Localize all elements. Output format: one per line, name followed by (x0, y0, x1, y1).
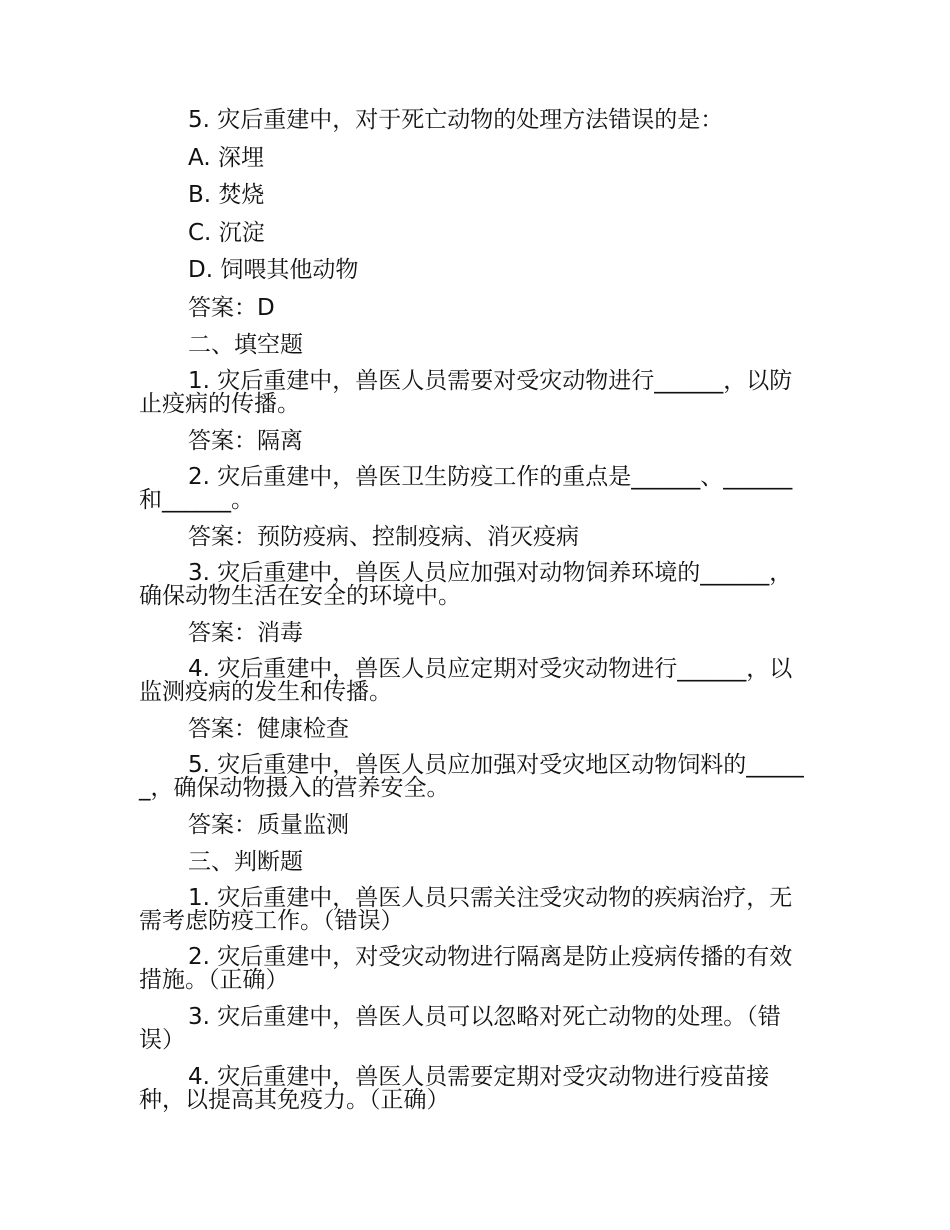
fill-answer-2: 答案：预防疫病、控制疫病、消灭疫病 (188, 524, 579, 550)
judge-section-heading: 三、判断题 (188, 849, 303, 875)
fill-answer-3: 答案：消毒 (188, 620, 303, 646)
fill-answer-5: 答案：质量监测 (188, 812, 349, 838)
mc-option-a: A. 深埋 (188, 145, 264, 171)
judge-item-2: 2. 灾后重建中，对受灾动物进行隔离是防止疫病传播的有效措施。（正确） (139, 944, 793, 993)
judge-item-4: 4. 灾后重建中，兽医人员需要定期对受灾动物进行疫苗接种，以提高其免疫力。（正确） (139, 1064, 770, 1113)
fill-question-4: 4. 灾后重建中，兽医人员应定期对受灾动物进行______，以监测疫病的发生和传播。 (139, 656, 793, 705)
mc-option-b: B. 焚烧 (188, 182, 265, 208)
fill-question-3: 3. 灾后重建中，兽医人员应加强对动物饲养环境的______，确保动物生活在安全的环境中。 (139, 560, 793, 609)
fill-answer-1: 答案：隔离 (188, 428, 303, 454)
fill-question-2: 2. 灾后重建中，兽医卫生防疫工作的重点是______、______和______。 (139, 464, 793, 513)
mc-option-d: D. 饲喂其他动物 (188, 257, 359, 283)
judge-item-3: 3. 灾后重建中，兽医人员可以忽略对死亡动物的处理。（错误） (139, 1004, 781, 1053)
mc-answer: 答案：D (188, 295, 275, 321)
mc-question-stem: 5. 灾后重建中，对于死亡动物的处理方法错误的是： (188, 107, 724, 133)
fill-question-1: 1. 灾后重建中，兽医人员需要对受灾动物进行______，以防止疫病的传播。 (139, 368, 793, 417)
fill-question-5: 5. 灾后重建中，兽医人员应加强对受灾地区动物饲料的______，确保动物摄入的营养安全。 (139, 752, 804, 801)
fill-answer-4: 答案：健康检查 (188, 716, 349, 742)
mc-option-c: C. 沉淀 (188, 220, 265, 246)
fill-section-heading: 二、填空题 (188, 332, 303, 358)
judge-item-1: 1. 灾后重建中，兽医人员只需关注受灾动物的疾病治疗，无需考虑防疫工作。（错误） (139, 885, 793, 934)
